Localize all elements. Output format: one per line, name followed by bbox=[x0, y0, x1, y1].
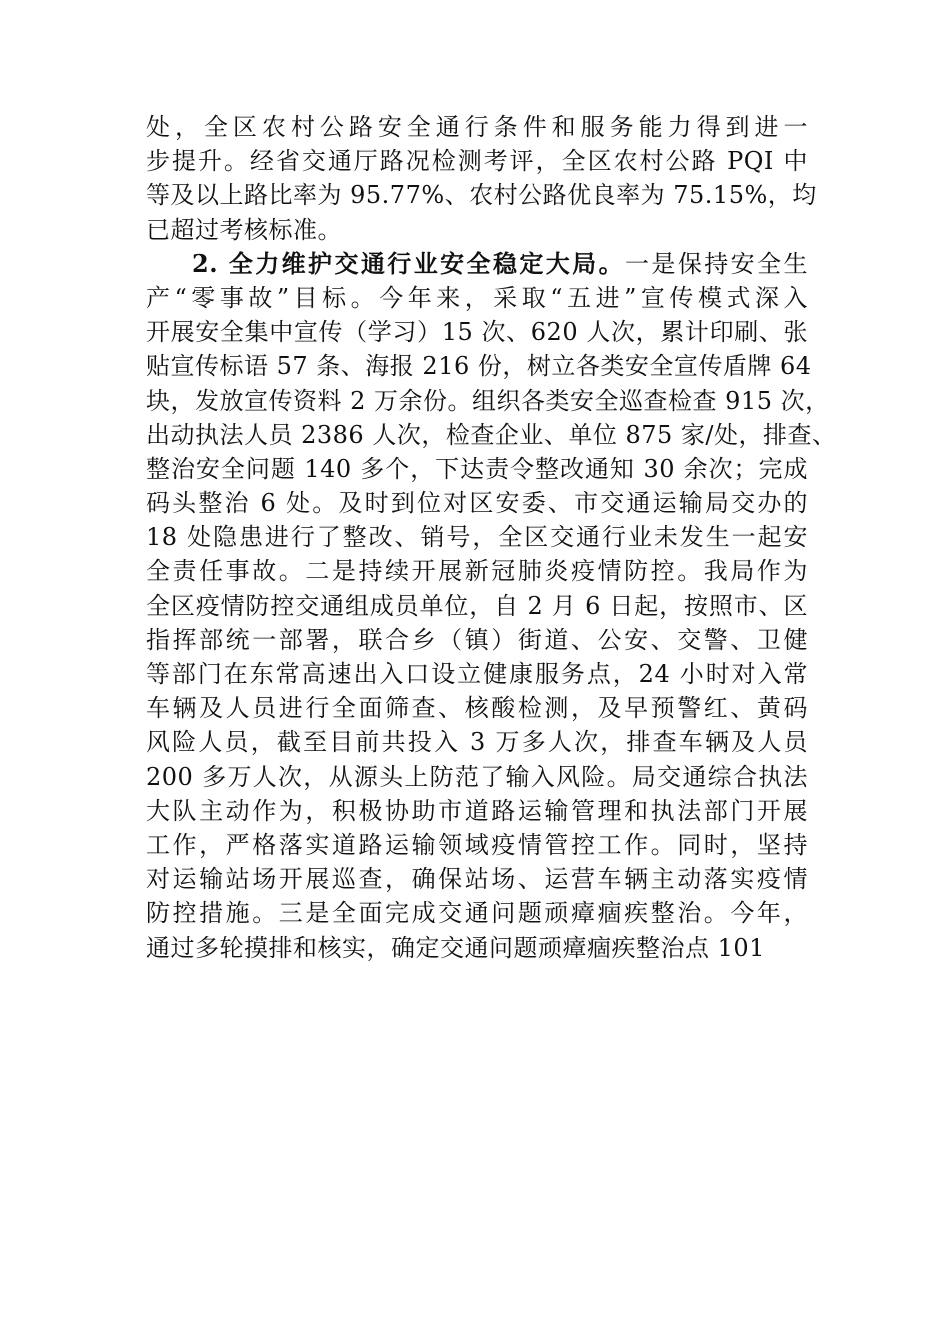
text-line: 块，发放宣传资料 2 万余份。组织各类安全巡查检查 915 次， bbox=[146, 386, 830, 415]
text-line: 大队主动作为，积极协助市道路运输管理和执法部门开展 bbox=[146, 796, 808, 825]
text-line: 18 处隐患进行了整改、销号，全区交通行业未发生一起安 bbox=[146, 523, 808, 552]
text-line: 车辆及人员进行全面筛查、核酸检测，及早预警红、黄码 bbox=[146, 694, 808, 723]
text-line: 200 多万人次，从源头上防范了输入风险。局交通综合执法 bbox=[146, 762, 808, 791]
text-line: 步提升。经省交通厅路况检测考评，全区农村公路 PQI 中 bbox=[146, 147, 808, 176]
text-span: 一是保持安全生 bbox=[625, 249, 808, 278]
text-line: 处，全区农村公路安全通行条件和服务能力得到进一 bbox=[146, 113, 808, 141]
section-heading: 2. 全力维护交通行业安全稳定大局。 bbox=[192, 248, 626, 278]
text-line: 整治安全问题 140 多个，下达责令整改通知 30 余次；完成 bbox=[146, 454, 808, 483]
document-body bbox=[146, 110, 837, 965]
text-line: 全区疫情防控交通组成员单位，自 2 月 6 日起，按照市、区 bbox=[146, 591, 808, 620]
paragraph-first-line bbox=[146, 247, 808, 281]
text-line: 码头整治 6 处。及时到位对区安委、市交通运输局交办的 bbox=[146, 489, 808, 518]
text-line: 通过多轮摸排和核实，确定交通问题顽瘴痼疾整治点 101 bbox=[146, 933, 765, 962]
text-line: 等及以上路比率为 95.77%、农村公路优良率为 75.15%，均 bbox=[146, 181, 817, 210]
text-line: 已超过考核标准。 bbox=[146, 215, 342, 244]
text-line: 开展安全集中宣传（学习）15 次、620 人次，累计印刷、张 bbox=[146, 318, 808, 347]
text-line: 等部门在东常高速出入口设立健康服务点，24 小时对入常 bbox=[146, 660, 808, 688]
text-line: 防控措施。三是全面完成交通问题顽瘴痼疾整治。今年， bbox=[146, 899, 808, 928]
text-line: 贴宣传标语 57 条、海报 216 份，树立各类安全宣传盾牌 64 bbox=[146, 352, 812, 381]
text-line: 指挥部统一部署，联合乡（镇）街道、公安、交警、卫健 bbox=[146, 625, 808, 654]
text-line: 全责任事故。二是持续开展新冠肺炎疫情防控。我局作为 bbox=[146, 557, 808, 586]
text-line: 风险人员，截至目前共投入 3 万多人次，排查车辆及人员 bbox=[146, 728, 808, 757]
text-line: 出动执法人员 2386 人次，检查企业、单位 875 家/处，排查、 bbox=[146, 420, 837, 449]
text-line: 对运输站场开展巡查，确保站场、运营车辆主动落实疫情 bbox=[146, 865, 808, 894]
text-line: 产“零事故”目标。今年来，采取“五进”宣传模式深入 bbox=[146, 283, 808, 312]
text-line: 工作，严格落实道路运输领域疫情管控工作。同时，坚持 bbox=[146, 830, 808, 859]
